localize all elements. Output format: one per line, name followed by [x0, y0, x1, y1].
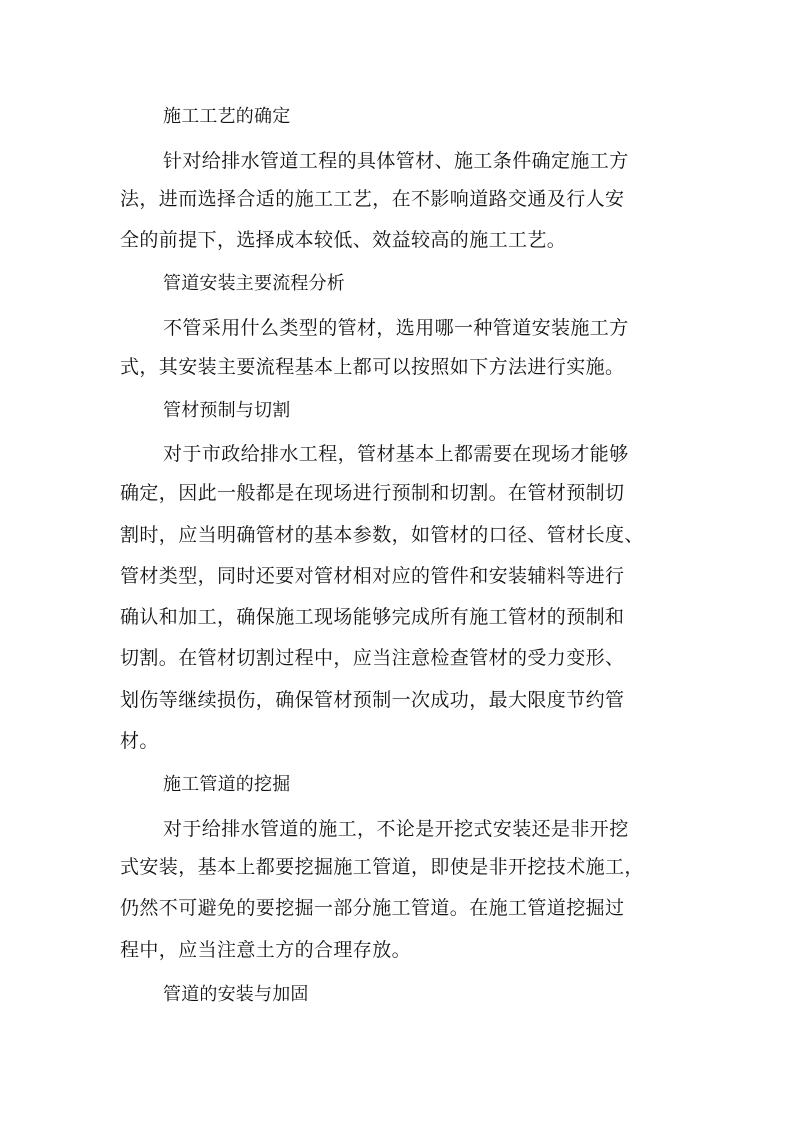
paragraph-line: 对于给排水管道的施工，不论是开挖式安装还是非开挖 [163, 818, 629, 840]
paragraph-line: 管材类型，同时还要对管材相对应的管件和安装辅料等进行 [120, 565, 625, 587]
paragraph-line: 不管采用什么类型的管材，选用哪一种管道安装施工方 [163, 317, 629, 339]
paragraph-line: 确定，因此一般都是在现场进行预制和切割。在管材预制切 [120, 482, 625, 504]
paragraph-line: 针对给排水管道工程的具体管材、施工条件确定施工方 [163, 150, 629, 172]
paragraph-line: 划伤等继续损伤，确保管材预制一次成功，最大限度节约管 [120, 689, 625, 711]
paragraph-line: 仍然不可避免的要挖掘一部分施工管道。在施工管道挖掘过 [120, 897, 625, 919]
paragraph-line: 全的前提下，选择成本较低、效益较高的施工工艺。 [120, 229, 567, 251]
paragraph-line: 程中，应当注意土方的合理存放。 [120, 939, 412, 961]
section-heading: 管道安装主要流程分析 [163, 273, 345, 294]
paragraph-line: 切割。在管材切割过程中，应当注意检查管材的受力变形、 [120, 647, 625, 669]
section-heading: 管材预制与切割 [163, 400, 291, 421]
paragraph-line: 割时，应当明确管材的基本参数，如管材的口径、管材长度、 [120, 524, 644, 546]
paragraph-line: 材。 [120, 730, 159, 752]
paragraph-line: 法，进而选择合适的施工工艺，在不影响道路交通及行人安 [120, 188, 625, 210]
paragraph-line: 式，其安装主要流程基本上都可以按照如下方法进行实施。 [120, 356, 625, 378]
paragraph-line: 式安装，基本上都要挖掘施工管道，即使是非开挖技术施工， [120, 856, 644, 878]
section-heading: 施工工艺的确定 [163, 106, 291, 127]
section-heading: 管道的安装与加固 [163, 984, 309, 1005]
paragraph-line: 对于市政给排水工程，管材基本上都需要在现场才能够 [163, 443, 629, 465]
section-heading: 施工管道的挖掘 [163, 774, 291, 795]
paragraph-line: 确认和加工，确保施工现场能够完成所有施工管材的预制和 [120, 606, 625, 628]
